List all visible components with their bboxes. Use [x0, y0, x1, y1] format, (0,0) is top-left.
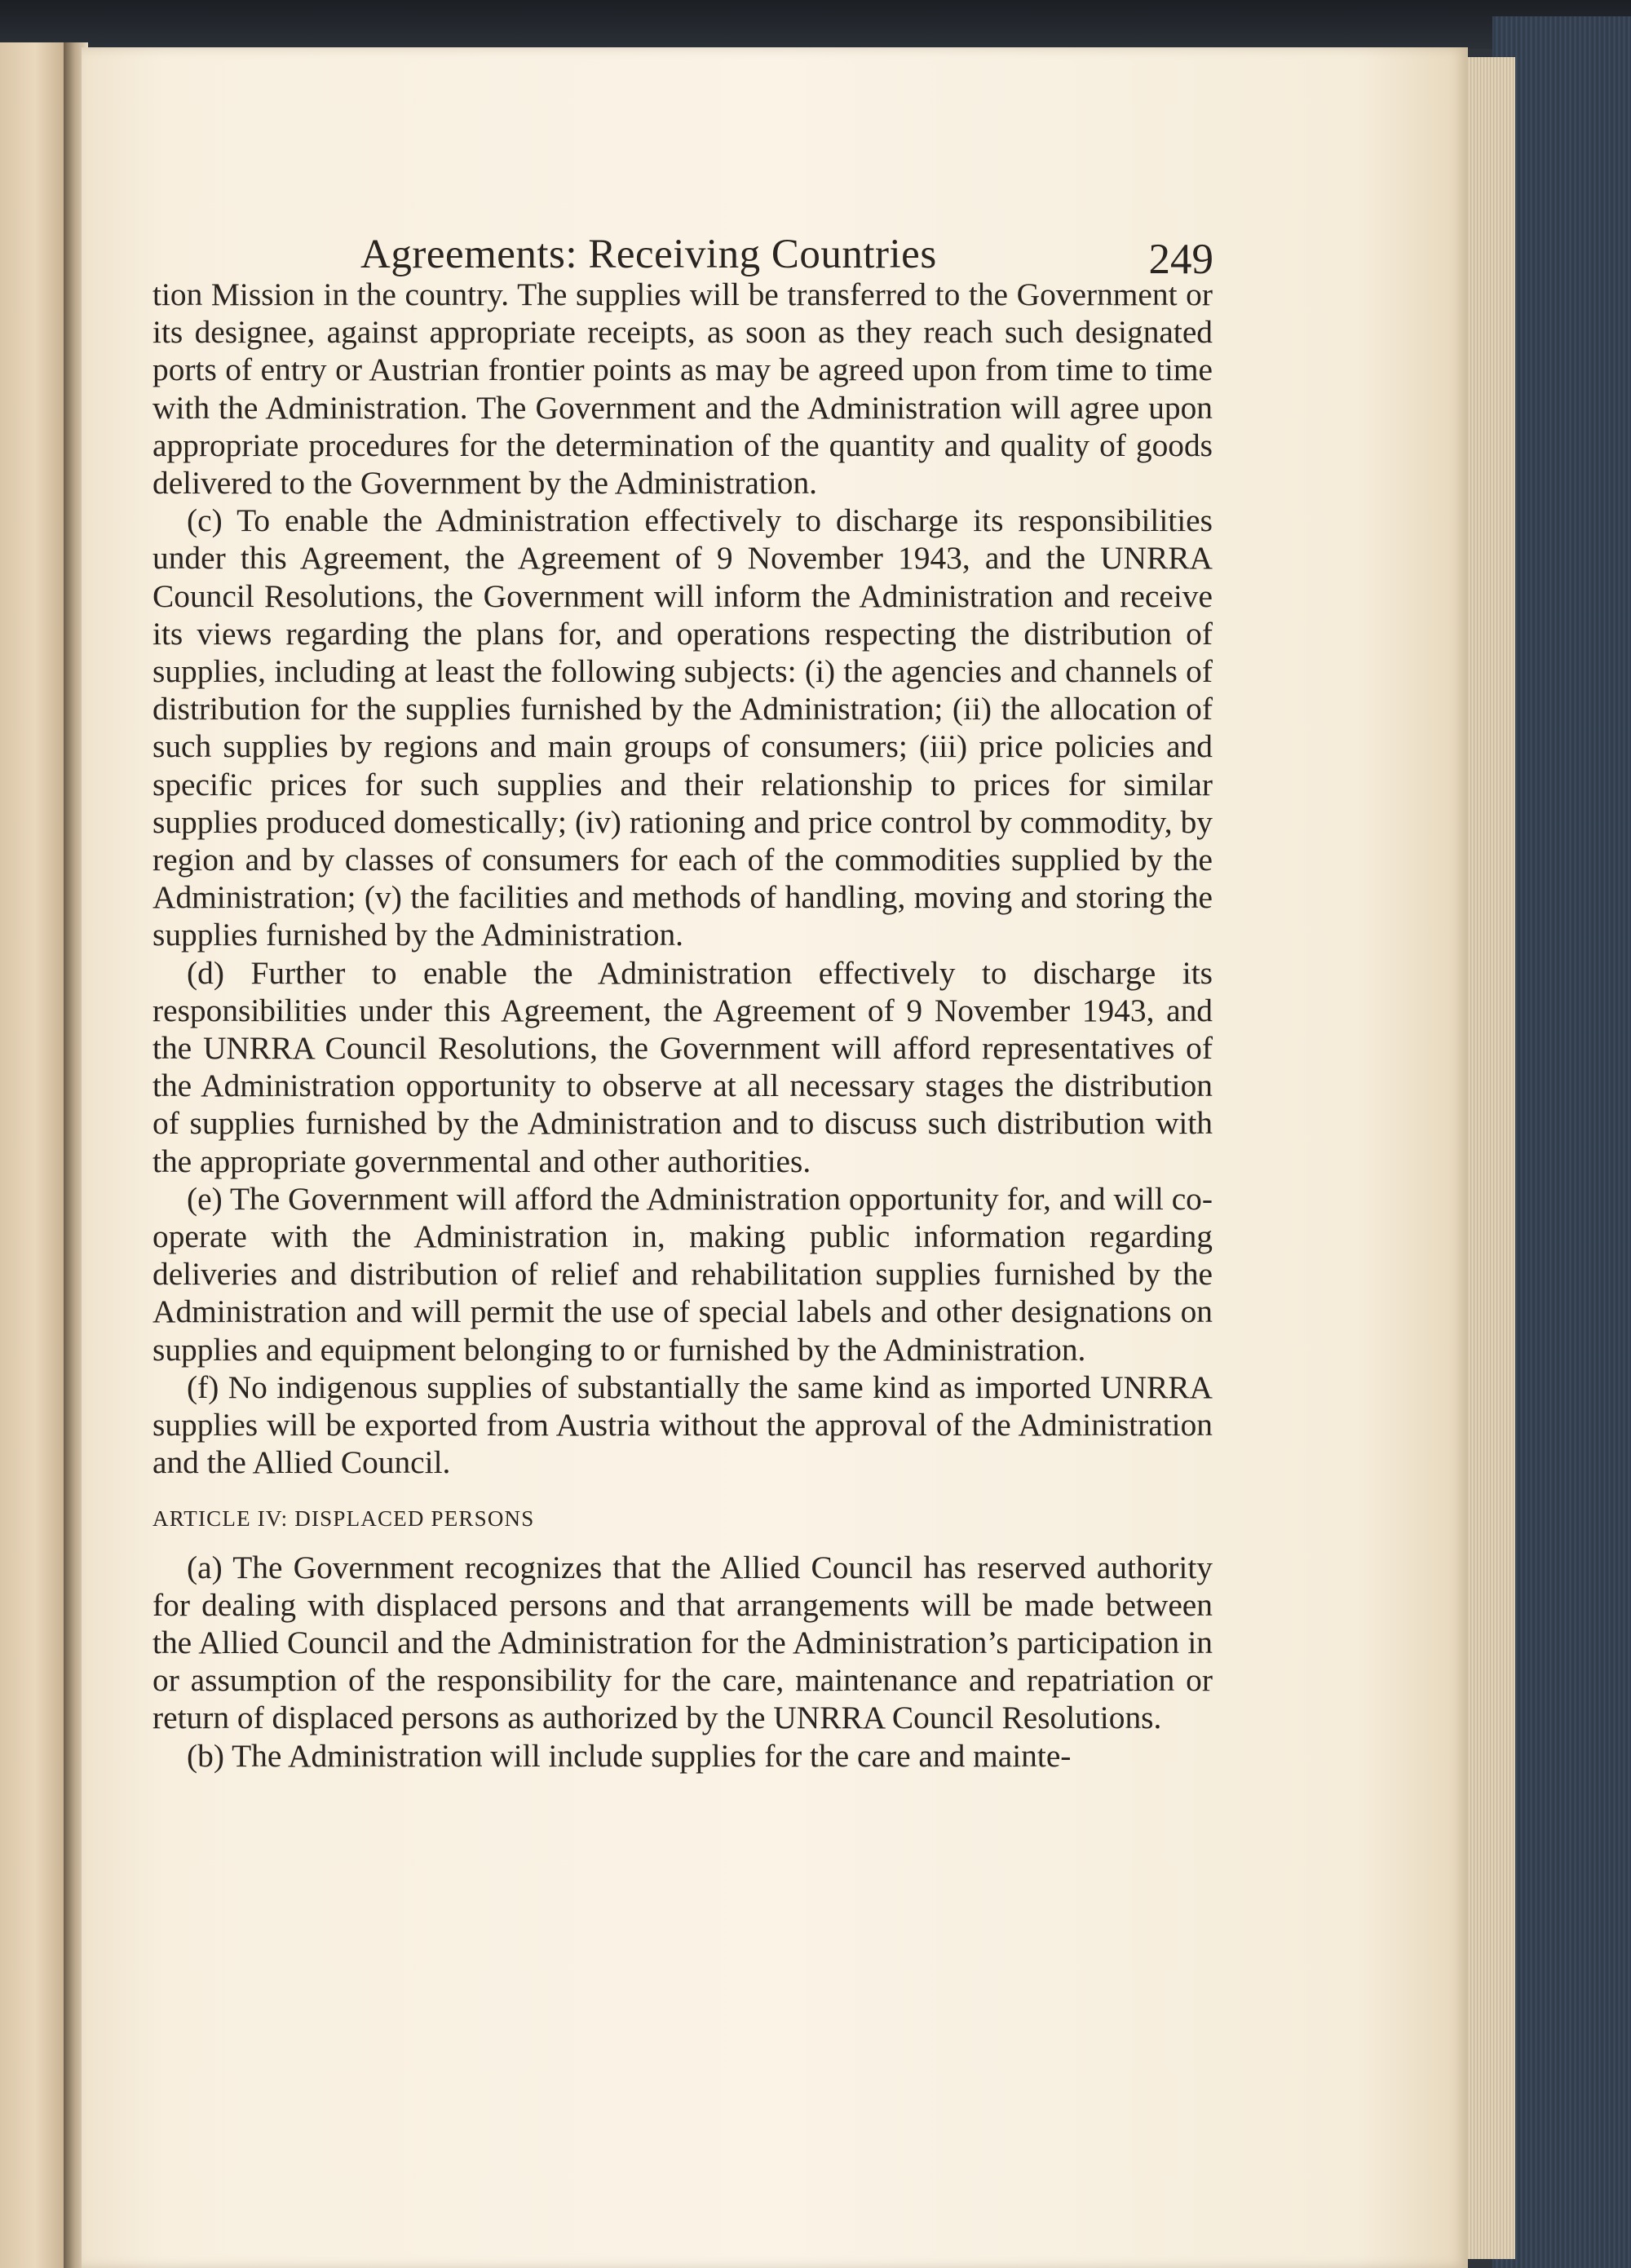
- running-title: Agreements: Receiving Countries: [360, 232, 937, 277]
- paragraph-e: [152, 1180, 1213, 1368]
- paragraph-c: [152, 502, 1213, 953]
- paragraph-d: [152, 954, 1213, 1180]
- clause-text: The Government recognizes that the Allied Council has reserved authority for dealing with displaced persons and that arrangements will be made between the Allied Council and the Administration for the Administration’s participation in or assumption of the responsibility for the care, maintenance and repatriation or return of displaced persons as authorized by the UNRRA Council Resolutions.: [152, 1549, 1213, 1736]
- clause-label: (c): [187, 502, 223, 539]
- article-heading: ARTICLE IV: DISPLACED PERSONS: [152, 1505, 535, 1531]
- clause-text: The Government will afford the Administration opportunity for, and will co-operate with the Administration in, making public information regarding deliveries and distribution of relief and rehabilitation supplies furnished by the Administration and will permit the use of special labels and other designations on supplies and equipment belonging to or furnished by the Administration.: [152, 1180, 1213, 1368]
- page-edges: [1460, 57, 1515, 2259]
- page-number: 249: [1148, 236, 1213, 283]
- facing-page-edge: [0, 42, 65, 2268]
- page-text: [152, 198, 1213, 1775]
- clause-label: (f): [187, 1368, 219, 1405]
- background: [0, 0, 1631, 49]
- clause-label: (b): [187, 1737, 224, 1774]
- clause-text: To enable the Administration effectively to discharge its responsibilities under this Agreement, the Agreement of 9 November 1943, and the UNRRA Council Resolutions, the Government will inform the Administration and receive its views regarding the plans for, and operations respecting the distribution of supplies, including at least the following subjects: (i) the agencies and channels of distribution for the supplies furnished by the Administration; (ii) the allocation of such supplies by regions and main groups of consumers; (iii) price policies and specific prices for such supplies and their relationship to prices for similar supplies produced domestically; (iv) rationing and price control by commodity, by region and by classes of consumers for each of the commodities supplied by the Administration; (v) the facilities and methods of handling, moving and storing the supplies furnished by the Administration.: [152, 502, 1213, 953]
- clause-label: (e): [187, 1180, 223, 1217]
- clause-label: (a): [187, 1549, 223, 1585]
- running-head: [152, 198, 1213, 283]
- paragraph-f: [152, 1368, 1213, 1482]
- paragraph-continuation: tion Mission in the country. The supplies will be transferred to the Government or its designee, against appropriate receipts, as soon as they reach such designated ports of entry or Austrian frontier points as may be agreed upon from time to time with the Administration. The Government and the Administration will agree upon appropriate procedures for the determination of the quantity and quality of goods delivered to the Government by the Administration.: [152, 276, 1213, 502]
- clause-text: No indigenous supplies of substantially the same kind as imported UNRRA supplies will be exported from Austria without the approval of the Administration and the Allied Council.: [152, 1368, 1213, 1481]
- clause-text: The Administration will include supplies for the care and mainte-: [232, 1737, 1072, 1774]
- paragraph-a: [152, 1549, 1213, 1737]
- clause-label: (d): [187, 954, 224, 991]
- paragraph-b: [152, 1737, 1213, 1775]
- clause-text: Further to enable the Administration effectively to discharge its responsibilities under this Agreement, the Agreement of 9 November 1943, and the UNRRA Council Resolutions, the Government will afford representatives of the Administration opportunity to observe at all necessary stages the distribution of supplies furnished by the Administration and to discuss such distribution with the appropriate governmental and other authorities.: [152, 954, 1213, 1179]
- book-page: [82, 47, 1468, 2268]
